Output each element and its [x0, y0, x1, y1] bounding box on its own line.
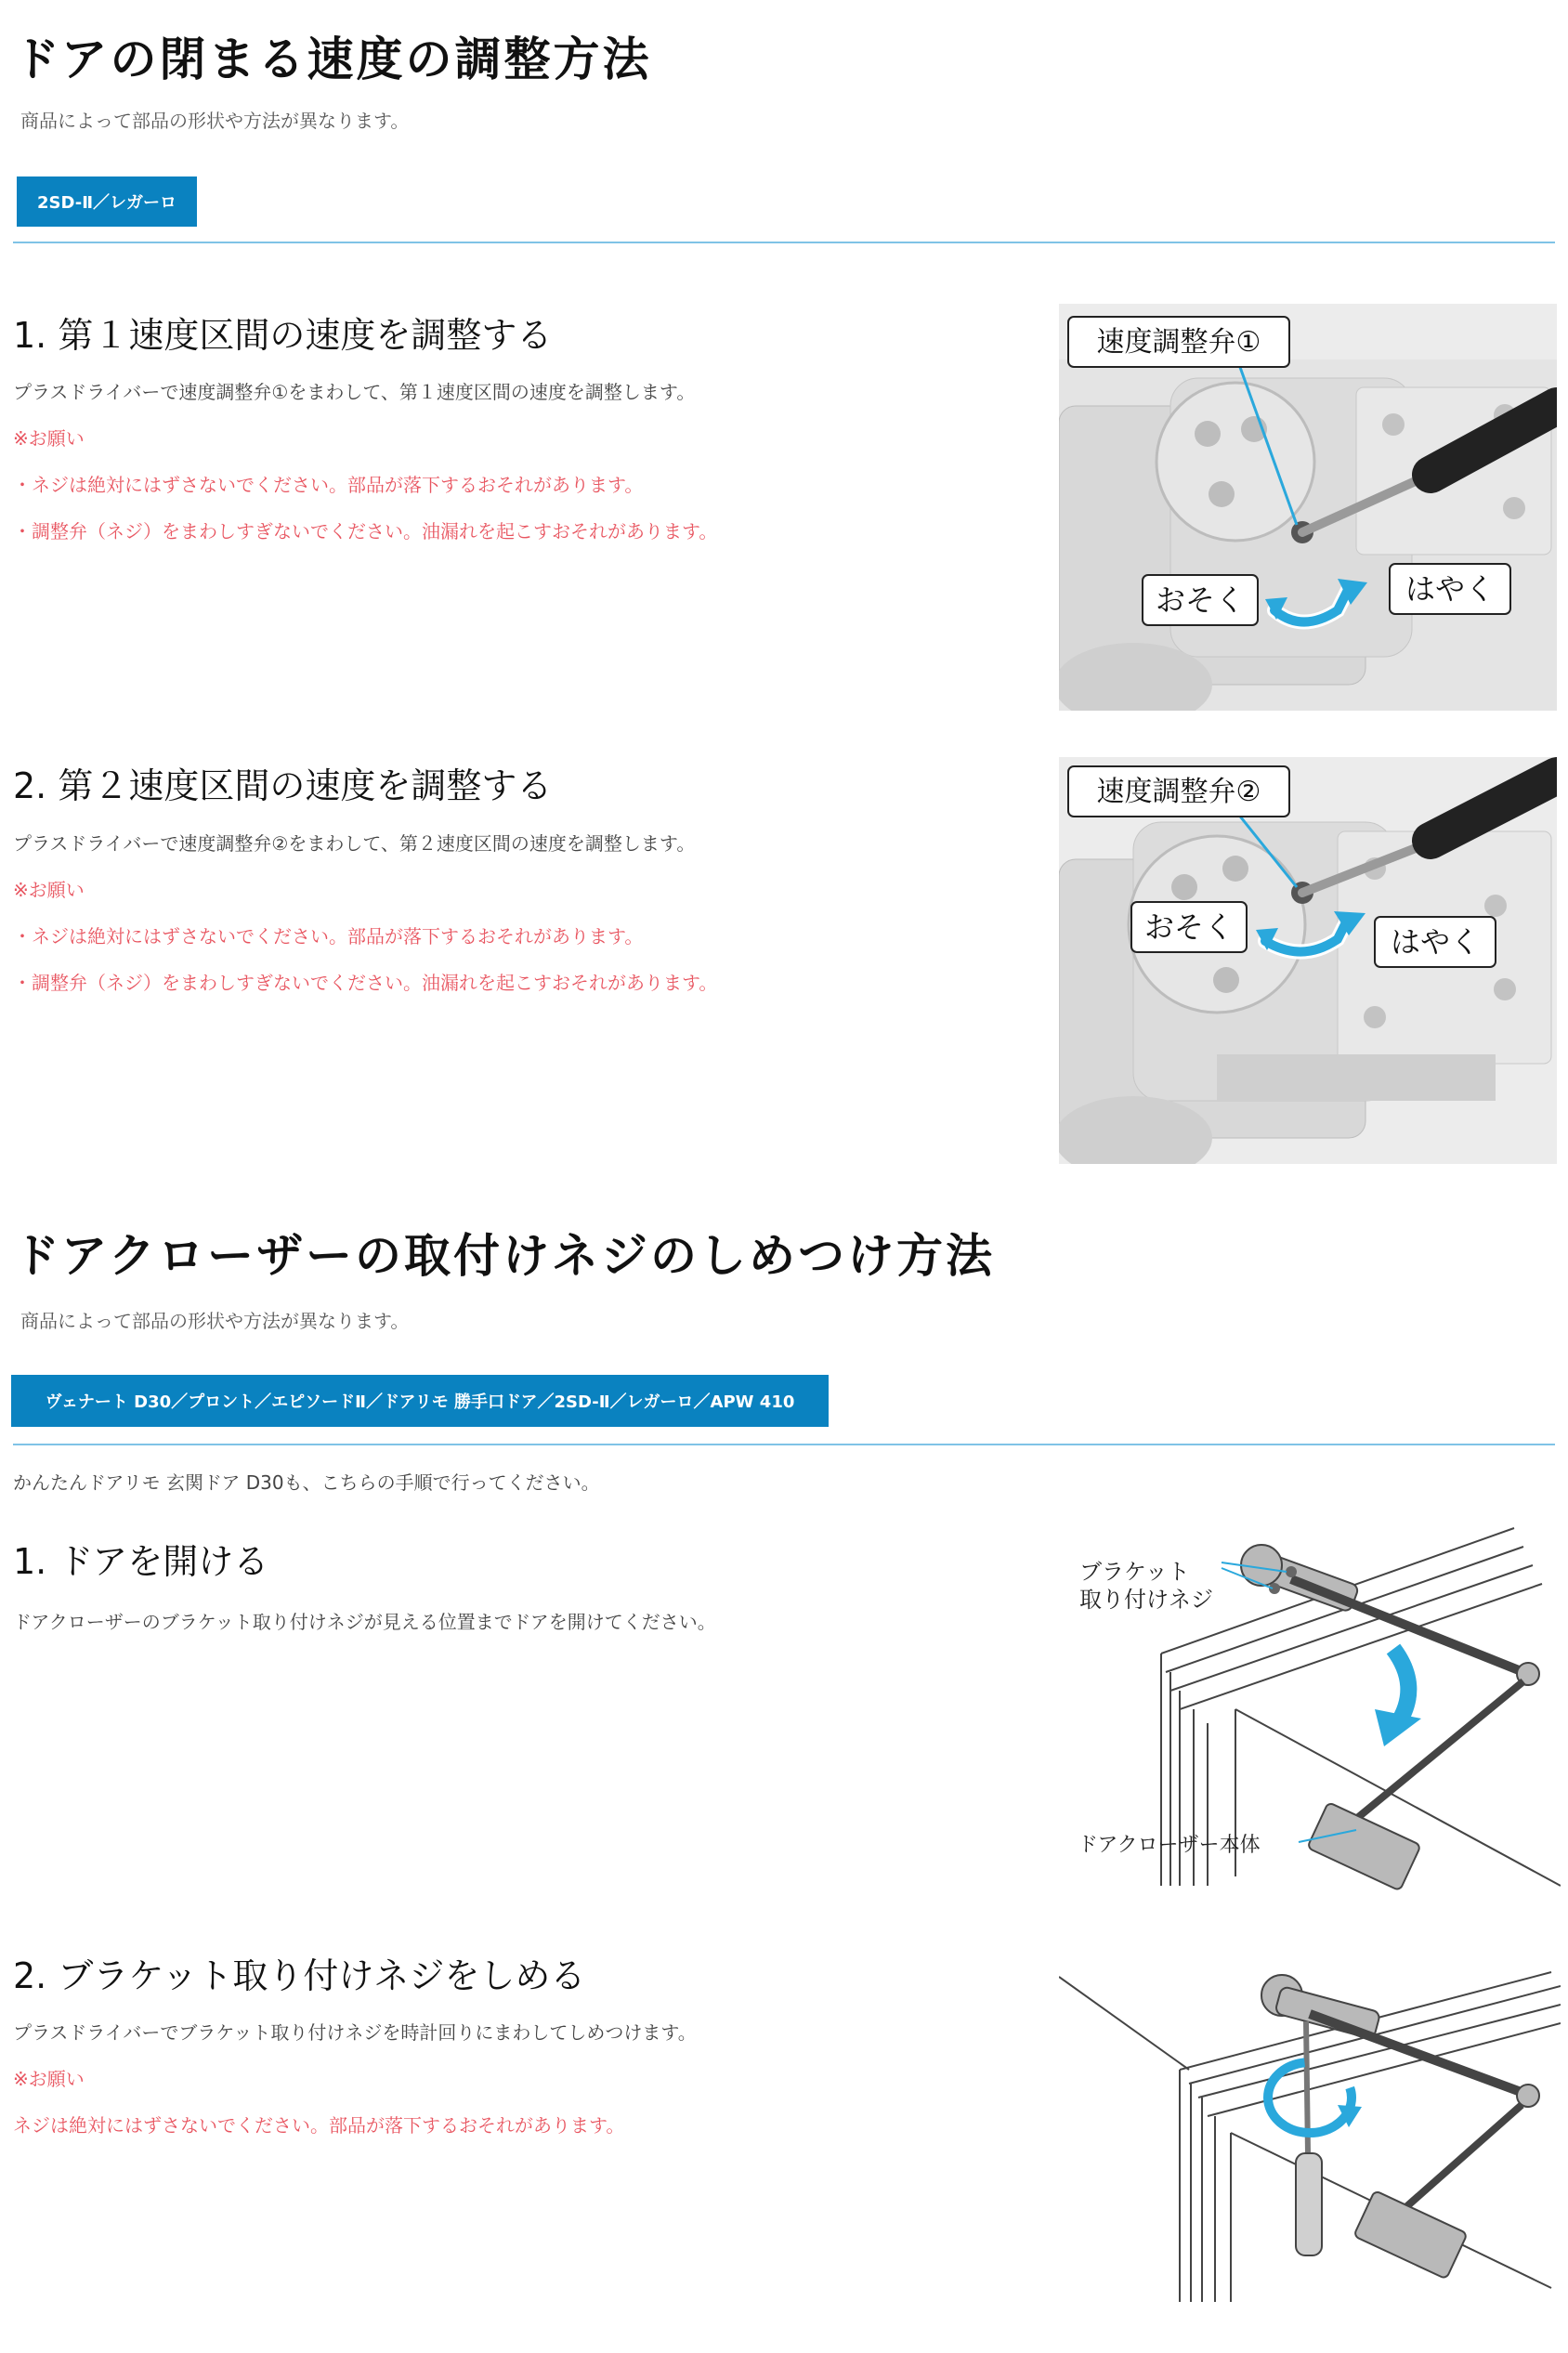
slow-label: おそく [1155, 582, 1246, 618]
bracket-label-line2: 取り付けネジ [1079, 1587, 1213, 1613]
speed-valve-1-photo [1059, 304, 1557, 711]
warning-text: ネジは絶対にはずさないでください。部品が落下するおそれがあります。 [13, 2114, 625, 2137]
warning-text: ・ネジは絶対にはずさないでください。部品が落下するおそれがあります。 [13, 925, 644, 948]
step-body: プラスドライバーで速度調整弁①をまわして、第１速度区間の速度を調整します。 [13, 381, 696, 403]
caution-label: ※お願い [13, 2068, 85, 2090]
step-body: プラスドライバーでブラケット取り付けネジを時計回りにまわしてしめつけます。 [13, 2021, 697, 2044]
caution-label: ※お願い [13, 879, 85, 901]
step-heading: 1. 第１速度区間の速度を調整する [13, 315, 553, 356]
fast-label: はやく [1390, 924, 1481, 960]
step-heading: 2. ブラケット取り付けネジをしめる [13, 1955, 586, 1996]
intro-text: かんたんドアリモ 玄関ドア D30も、こちらの手順で行ってください。 [13, 1471, 600, 1494]
divider [13, 1444, 1555, 1445]
section-note: 商品によって部品の形状や方法が異なります。 [20, 1310, 410, 1332]
caution-label: ※お願い [13, 427, 85, 450]
open-door-illustration [1078, 1523, 1561, 1895]
bracket-label-line1: ブラケット [1079, 1559, 1190, 1585]
section-title: ドアクローザーの取付けネジのしめつけ方法 [13, 1229, 995, 1283]
warning-text: ・ネジは絶対にはずさないでください。部品が落下するおそれがあります。 [13, 474, 644, 496]
tab-2sd-legaro[interactable]: 2SD-Ⅱ／レガーロ [17, 176, 197, 227]
page-title: ドアの閉まる速度の調整方法 [13, 33, 652, 86]
valve-label: 速度調整弁② [1096, 776, 1261, 808]
fast-label: はやく [1405, 571, 1496, 607]
tighten-screw-illustration [1059, 1967, 1561, 2302]
warning-text: ・調整弁（ネジ）をまわしすぎないでください。油漏れを起こすおそれがあります。 [13, 972, 718, 994]
step-body: プラスドライバーで速度調整弁②をまわして、第２速度区間の速度を調整します。 [13, 832, 696, 855]
slow-label: おそく [1143, 909, 1235, 945]
warning-text: ・調整弁（ネジ）をまわしすぎないでください。油漏れを起こすおそれがあります。 [13, 520, 718, 542]
step-body: ドアクローザーのブラケット取り付けネジが見える位置までドアを開けてください。 [13, 1611, 716, 1633]
step-heading: 2. 第２速度区間の速度を調整する [13, 765, 553, 806]
tab-product-list[interactable]: ヴェナート D30／プロント／エピソードⅡ／ドアリモ 勝手口ドア／2SD-Ⅱ／レガーロ／APW 410 [11, 1375, 829, 1427]
closer-body-label: ドアクローザー本体 [1078, 1834, 1261, 1857]
divider [13, 242, 1555, 243]
section-note: 商品によって部品の形状や方法が異なります。 [20, 110, 410, 132]
step-heading: 1. ドアを開ける [13, 1541, 269, 1582]
speed-valve-2-photo [1059, 757, 1557, 1164]
valve-label: 速度調整弁① [1096, 326, 1261, 359]
